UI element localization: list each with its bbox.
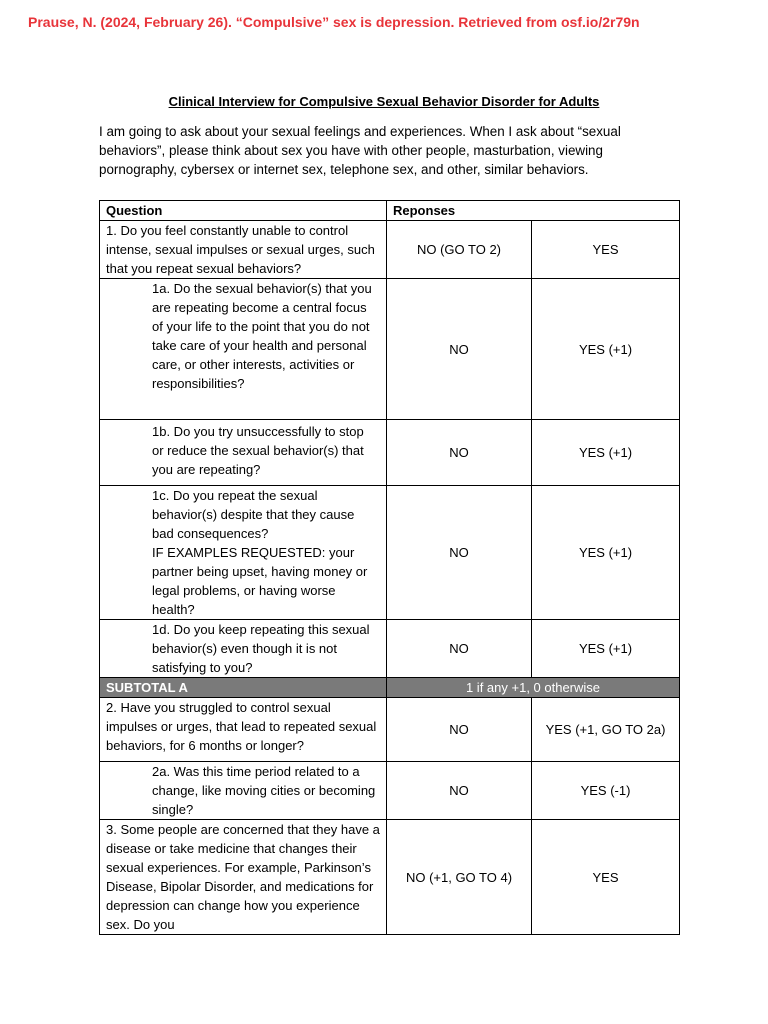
yes-response-cell: YES	[532, 820, 680, 935]
yes-response-cell: YES (+1)	[532, 620, 680, 678]
yes-response-cell: YES (+1)	[532, 420, 680, 486]
no-response-cell: NO	[387, 486, 532, 620]
table-row	[100, 420, 680, 486]
no-response-cell: NO	[387, 420, 532, 486]
question-text: 1b. Do you try unsuccessfully to stop or reduce the sexual behavior(s) that you are repeating?	[152, 424, 364, 477]
question-cell: 1. Do you feel constantly unable to control intense, sexual impulses or sexual urges, such that you repeat sexual behaviors?	[100, 221, 387, 279]
intro-paragraph: I am going to ask about your sexual feelings and experiences. When I ask about “sexual behaviors”, please think about sex you have with other people, masturbation, viewing pornography, cybersex or internet sex, telephone sex, and other, similar behaviors.	[99, 124, 621, 177]
table-row	[100, 820, 680, 935]
no-response-cell: NO	[387, 620, 532, 678]
table-row	[100, 698, 680, 762]
question-cell: 1a. Do the sexual behavior(s) that you are repeating become a central focus of your life to the point that you do not take care of your health and personal care, or other interests, activities or responsibilities?	[100, 279, 387, 420]
table-row	[100, 221, 680, 279]
table-row	[100, 486, 680, 620]
no-response-cell: NO (+1, GO TO 4)	[387, 820, 532, 935]
interview-table	[99, 200, 680, 935]
question-text: 1c. Do you repeat the sexual behavior(s) despite that they cause bad consequences?	[152, 488, 355, 541]
citation-text: Prause, N. (2024, February 26). “Compulsive” sex is depression. Retrieved from osf.io/2r79n	[28, 14, 640, 30]
table-header-row	[100, 201, 680, 221]
yes-response-cell: YES (-1)	[532, 762, 680, 820]
yes-response-cell: YES (+1)	[532, 486, 680, 620]
question-cell	[100, 420, 387, 486]
yes-response-cell: YES	[532, 221, 680, 279]
yes-response-cell: YES (+1, GO TO 2a)	[532, 698, 680, 762]
document-title: Clinical Interview for Compulsive Sexual Behavior Disorder for Adults	[168, 94, 600, 109]
question-column-header: Question	[100, 201, 387, 221]
responses-column-header: Reponses	[387, 201, 680, 221]
question-cell: 2. Have you struggled to control sexual impulses or urges, that lead to repeated sexual behaviors, for 6 months or longer?	[100, 698, 387, 762]
yes-response-cell: YES (+1)	[532, 279, 680, 420]
no-response-cell: NO	[387, 762, 532, 820]
subtotal-row	[100, 678, 680, 698]
question-cell: 3. Some people are concerned that they have a disease or take medicine that changes their sexual experiences. For example, Parkinson’s Disease, Bipolar Disorder, and medications for depression can change how you experience sex. Do you	[100, 820, 387, 935]
question-cell: 2a. Was this time period related to a change, like moving cities or becoming single?	[100, 762, 387, 820]
table-row	[100, 279, 680, 420]
subtotal-note: 1 if any +1, 0 otherwise	[387, 678, 680, 698]
question-cell	[100, 486, 387, 620]
question-examples-text: IF EXAMPLES REQUESTED: your partner being upset, having money or legal problems, or having worse health?	[152, 545, 368, 617]
table-row	[100, 620, 680, 678]
no-response-cell: NO (GO TO 2)	[387, 221, 532, 279]
no-response-cell: NO	[387, 698, 532, 762]
no-response-cell: NO	[387, 279, 532, 420]
table-row	[100, 762, 680, 820]
subtotal-label: SUBTOTAL A	[100, 678, 387, 698]
question-cell: 1d. Do you keep repeating this sexual behavior(s) even though it is not satisfying to you?	[100, 620, 387, 678]
